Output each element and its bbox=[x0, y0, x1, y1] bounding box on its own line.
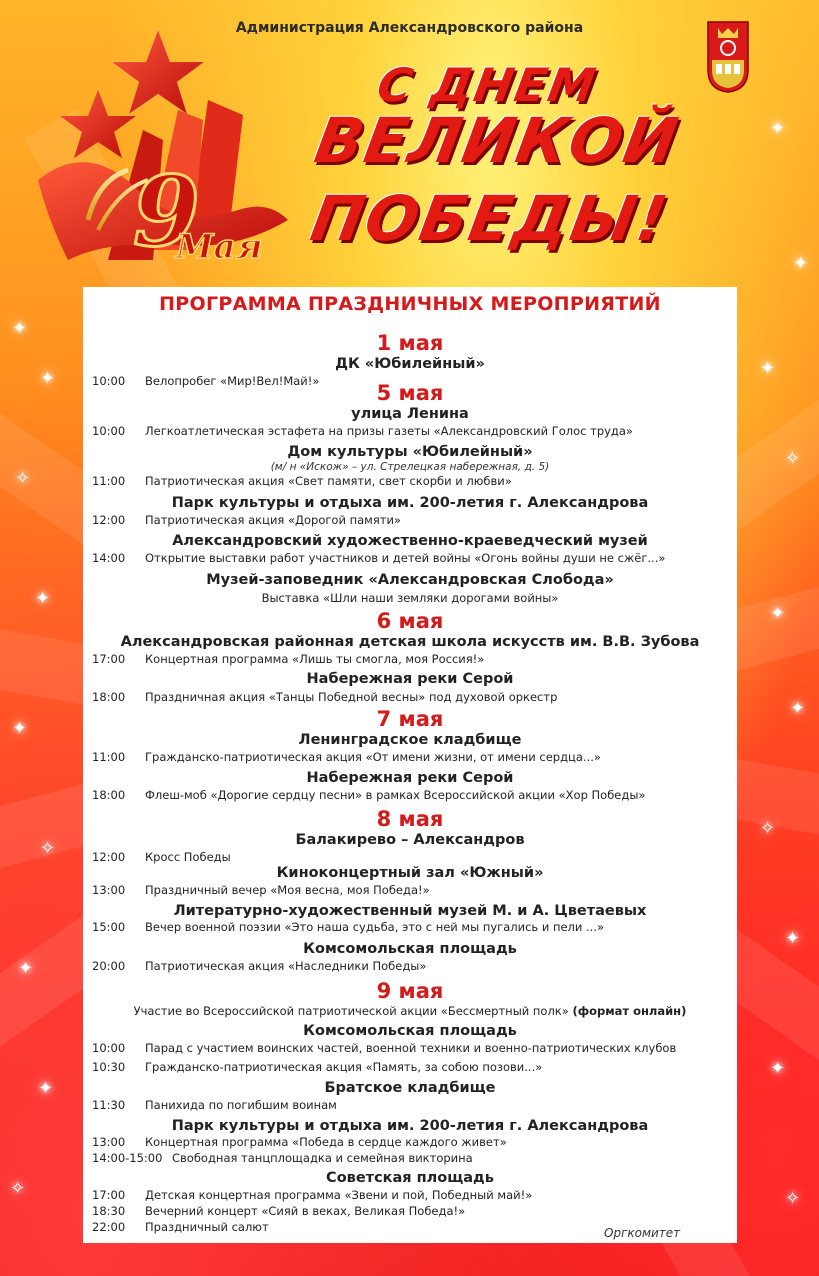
day-heading: 1 мая bbox=[376, 331, 444, 355]
exhibition-line: Выставка «Шли наши земляки дорогами войны» bbox=[261, 591, 559, 605]
victory-day-emblem-icon bbox=[28, 20, 318, 280]
sparkle-icon: ✦ bbox=[40, 368, 56, 389]
event-time: 12:00 bbox=[92, 850, 126, 864]
venue-title: Музей-заповедник «Александровская Слобода» bbox=[206, 572, 614, 588]
program-title: ПРОГРАММА ПРАЗДНИЧНЫХ МЕРОПРИЯТИЙ bbox=[159, 293, 661, 315]
event-time: 15:00 bbox=[92, 920, 126, 934]
event-text: Праздничная акция «Танцы Победной весны» под духовой оркестр bbox=[145, 690, 558, 704]
venue-title: Набережная реки Серой bbox=[306, 770, 514, 786]
event-row bbox=[92, 1060, 542, 1074]
venue-title: Набережная реки Серой bbox=[306, 671, 514, 687]
sparkle-icon: ✦ bbox=[790, 698, 806, 719]
event-row bbox=[92, 959, 426, 973]
event-text: Свободная танцплощадка и семейная викторина bbox=[172, 1151, 473, 1165]
event-text: Парад с участием воинских частей, военной техники и военно-патриотических клубов bbox=[145, 1041, 677, 1055]
event-row bbox=[92, 750, 601, 764]
event-time: 17:00 bbox=[92, 1188, 126, 1202]
event-row bbox=[92, 883, 430, 897]
day-heading: 7 мая bbox=[376, 707, 444, 731]
event-text: Флеш-моб «Дорогие сердцу песни» в рамках Всероссийской акции «Хор Победы» bbox=[145, 788, 646, 802]
venue-title: Комсомольская площадь bbox=[303, 1023, 517, 1039]
sparkle-icon: ✦ bbox=[770, 118, 786, 139]
sparkle-icon: ✦ bbox=[793, 253, 809, 274]
day-heading: 6 мая bbox=[376, 609, 444, 633]
headline-line-2: ВЕЛИКОЙ bbox=[309, 104, 685, 177]
sparkle-icon: ✦ bbox=[12, 318, 28, 339]
event-text: Гражданско-патриотическая акция «Память, за собою позови...» bbox=[145, 1060, 543, 1074]
venue-title: улица Ленина bbox=[351, 406, 469, 422]
coat-of-arms-icon bbox=[706, 20, 750, 94]
event-time: 14:00-15:00 bbox=[92, 1151, 163, 1165]
event-time: 11:00 bbox=[92, 750, 126, 764]
venue-title: Братское кладбище bbox=[324, 1080, 496, 1096]
sparkle-icon: ✧ bbox=[15, 468, 31, 489]
organizing-committee-signature: Оргкомитет bbox=[604, 1226, 681, 1240]
event-time: 14:00 bbox=[92, 551, 126, 565]
venue-title: Александровская районная детская школа искусств им. В.В. Зубова bbox=[120, 634, 700, 650]
event-time: 12:00 bbox=[92, 513, 126, 527]
event-row bbox=[92, 1098, 337, 1112]
event-time: 13:00 bbox=[92, 883, 126, 897]
event-text: Концертная программа «Лишь ты смогла, моя Россия!» bbox=[145, 652, 485, 666]
event-text: Патриотическая акция «Дорогой памяти» bbox=[145, 513, 401, 527]
venue-title: Литературно-художественный музей М. и А. Цветаевых bbox=[173, 903, 647, 919]
administration-title: Администрация Александровского района bbox=[235, 20, 584, 36]
event-text: Вечерний концерт «Сияй в веках, Великая Победа!» bbox=[145, 1204, 466, 1218]
event-row bbox=[92, 920, 604, 934]
headline-line-3: ПОБЕДЫ! bbox=[305, 182, 675, 255]
event-time: 22:00 bbox=[92, 1220, 126, 1234]
venue-title: Киноконцертный зал «Южный» bbox=[276, 865, 544, 881]
event-text: Открытие выставки работ участников и детей войны «Огонь войны души не сжёг...» bbox=[145, 551, 666, 565]
sparkle-icon: ✦ bbox=[38, 1078, 54, 1099]
venue-title: Ленинградское кладбище bbox=[298, 732, 522, 748]
headline-line-1: С ДНЕМ bbox=[373, 58, 602, 112]
event-text: Панихида по погибшим воинам bbox=[145, 1098, 337, 1112]
event-row bbox=[92, 513, 401, 527]
event-text: Вечер военной поэзии «Это наша судьба, это с ней мы пугались и пели ...» bbox=[145, 920, 605, 934]
sparkle-icon: ✦ bbox=[770, 1058, 786, 1079]
event-time: 11:00 bbox=[92, 474, 126, 488]
event-time: 13:00 bbox=[92, 1135, 126, 1149]
sparkle-icon: ✦ bbox=[12, 718, 28, 739]
venue-title: Советская площадь bbox=[326, 1170, 494, 1186]
sparkle-icon: ✦ bbox=[785, 928, 801, 949]
venue-title: Комсомольская площадь bbox=[303, 941, 517, 957]
emblem-word: Мая bbox=[176, 227, 263, 267]
sparkle-icon: ✧ bbox=[40, 838, 56, 859]
event-text: Праздничный вечер «Моя весна, моя Победа!» bbox=[145, 883, 430, 897]
sparkle-icon: ✧ bbox=[760, 818, 776, 839]
event-row bbox=[92, 1135, 507, 1149]
event-text: Легкоатлетическая эстафета на призы газеты «Александровский Голос труда» bbox=[145, 424, 633, 438]
sparkle-icon: ✧ bbox=[785, 448, 801, 469]
event-row bbox=[92, 551, 665, 565]
day-heading: 9 мая bbox=[376, 979, 444, 1003]
event-time: 18:00 bbox=[92, 788, 126, 802]
event-time: 20:00 bbox=[92, 959, 126, 973]
event-text: Детская концертная программа «Звени и пой, Победный май!» bbox=[145, 1188, 533, 1202]
event-text: Велопробег «Мир!Вел!Май!» bbox=[145, 374, 320, 388]
event-text: Праздничный салют bbox=[145, 1220, 269, 1234]
venue-title: Балакирево – Александров bbox=[295, 832, 525, 848]
online-format-note: (формат онлайн) bbox=[572, 1004, 687, 1018]
event-time: 10:00 bbox=[92, 374, 126, 388]
sparkle-icon: ✦ bbox=[760, 358, 776, 379]
event-text: Кросс Победы bbox=[145, 850, 231, 864]
event-time: 10:30 bbox=[92, 1060, 126, 1074]
event-time: 18:30 bbox=[92, 1204, 126, 1218]
sparkle-icon: ✧ bbox=[10, 1178, 26, 1199]
event-row bbox=[92, 474, 512, 488]
event-row bbox=[92, 690, 557, 704]
event-row bbox=[92, 850, 231, 864]
event-row bbox=[92, 1188, 532, 1202]
event-time: 10:00 bbox=[92, 424, 126, 438]
event-row bbox=[92, 1041, 676, 1055]
event-row bbox=[92, 424, 633, 438]
event-time: 11:30 bbox=[92, 1098, 126, 1112]
sparkle-icon: ✦ bbox=[18, 958, 34, 979]
venue-title: Дом культуры «Юбилейный» bbox=[287, 444, 533, 460]
event-time: 10:00 bbox=[92, 1041, 126, 1055]
venue-title: Парк культуры и отдыха им. 200-летия г. Александрова bbox=[171, 1118, 649, 1134]
event-text: Гражданско-патриотическая акция «От имени жизни, от имени сердца...» bbox=[145, 750, 601, 764]
sparkle-icon: ✧ bbox=[785, 1188, 801, 1209]
event-text: Концертная программа «Победа в сердце каждого живет» bbox=[145, 1135, 507, 1149]
event-row bbox=[92, 1151, 473, 1165]
event-time: 17:00 bbox=[92, 652, 126, 666]
venue-title: Александровский художественно-краеведческий музей bbox=[172, 533, 648, 549]
sparkle-icon: ✦ bbox=[35, 588, 51, 609]
event-text: Патриотическая акция «Свет памяти, свет скорби и любви» bbox=[145, 474, 512, 488]
event-row bbox=[92, 1220, 269, 1234]
venue-address: (м/ н «Искож» – ул. Стрелецкая набережная, д. 5) bbox=[270, 461, 550, 473]
event-row bbox=[92, 652, 484, 666]
event-text: Патриотическая акция «Наследники Победы» bbox=[145, 959, 427, 973]
sparkle-icon: ✦ bbox=[770, 603, 786, 624]
immortal-regiment-line: Участие во Всероссийской патриотической акции «Бессмертный полк» (формат онлайн) bbox=[133, 1004, 687, 1018]
day-heading: 5 мая bbox=[376, 381, 444, 405]
event-row bbox=[92, 788, 645, 802]
day-heading: 8 мая bbox=[376, 807, 444, 831]
emblem-number: 9 bbox=[133, 155, 200, 268]
event-time: 18:00 bbox=[92, 690, 126, 704]
venue-title: ДК «Юбилейный» bbox=[335, 356, 485, 372]
venue-title: Парк культуры и отдыха им. 200-летия г. Александрова bbox=[171, 495, 649, 511]
event-row bbox=[92, 1204, 465, 1218]
